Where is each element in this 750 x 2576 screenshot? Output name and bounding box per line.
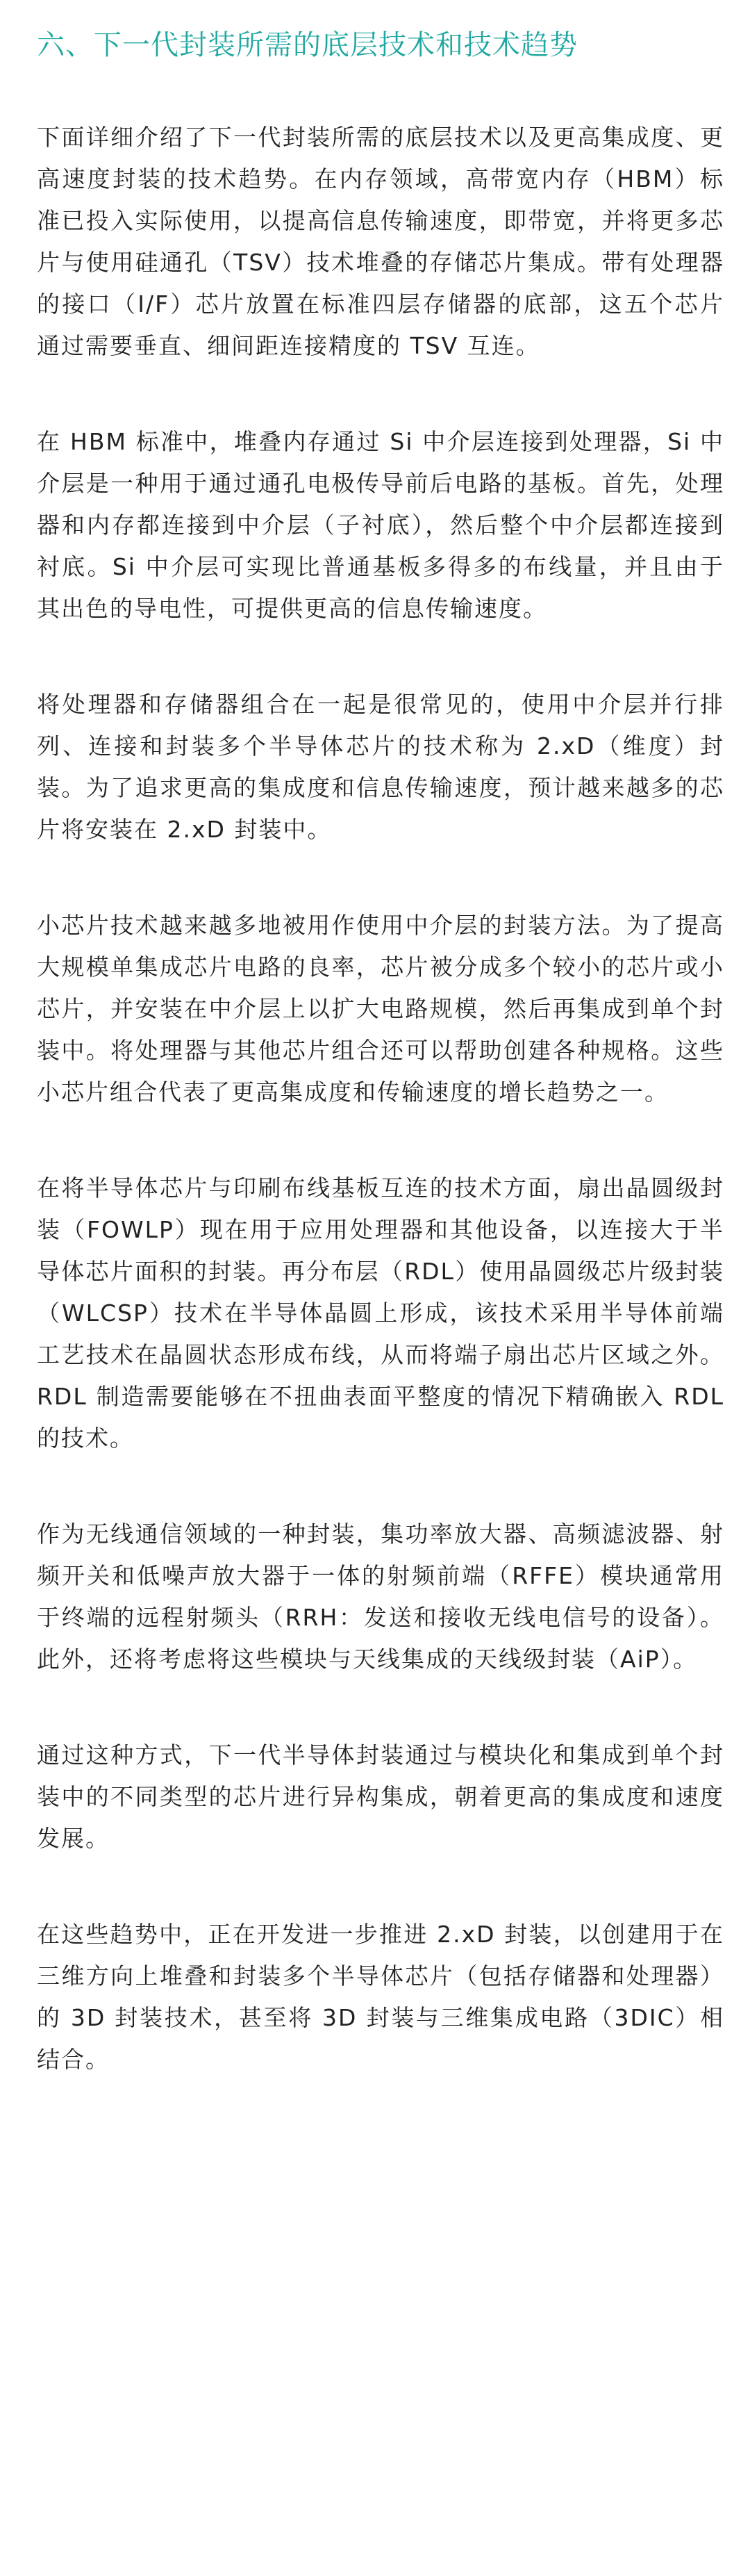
- paragraph-3d-packaging: 在这些趋势中，正在开发进一步推进 2.xD 封装，以创建用于在三维方向上堆叠和封装多个半导体芯片（包括存储器和处理器）的 3D 封装技术，甚至将 3D 封装与三维集成电路（3DIC）相结合。: [37, 1921, 724, 2073]
- paragraph-2xd-packaging: 将处理器和存储器组合在一起是很常见的，使用中介层并行排列、连接和封装多个半导体芯片的技术称为 2.xD（维度）封装。为了追求更高的集成度和信息传输速度，预计越来越多的芯片将安装在 2.xD 封装中。: [37, 691, 724, 843]
- paragraph-heterogeneous-integration: 通过这种方式，下一代半导体封装通过与模块化和集成到单个封装中的不同类型的芯片进行异构集成，朝着更高的集成度和速度发展。: [37, 1741, 724, 1852]
- paragraph-fowlp-rdl: 在将半导体芯片与印刷布线基板互连的技术方面，扇出晶圆级封装（FOWLP）现在用于应用处理器和其他设备，以连接大于半导体芯片面积的封装。再分布层（RDL）使用晶圆级芯片级封装（WLCSP）技术在半导体晶圆上形成，该技术采用半导体前端工艺技术在晶圆状态形成布线，从而将端子扇出芯片区域之外。RDL 制造需要能够在不扭曲表面平整度的情况下精确嵌入 RDL 的技术。: [37, 1174, 724, 1452]
- paragraph-rffe-aip: 作为无线通信领域的一种封装，集功率放大器、高频滤波器、射频开关和低噪声放大器于一体的射频前端（RFFE）模块通常用于终端的远程射频头（RRH：发送和接收无线电信号的设备）。此外，还将考虑将这些模块与天线集成的天线级封装（AiP）。: [37, 1520, 724, 1673]
- paragraph-chiplets: 小芯片技术越来越多地被用作使用中介层的封装方法。为了提高大规模单集成芯片电路的良率，芯片被分成多个较小的芯片或小芯片，并安装在中介层上以扩大电路规模，然后再集成到单个封装中。将处理器与其他芯片组合还可以帮助创建各种规格。这些小芯片组合代表了更高集成度和传输速度的增长趋势之一。: [37, 912, 724, 1106]
- paragraph-hbm-overview: 下面详细介绍了下一代封装所需的底层技术以及更高集成度、更高速度封装的技术趋势。在内存领域，高带宽内存（HBM）标准已投入实际使用，以提高信息传输速度，即带宽，并将更多芯片与使用硅通孔（TSV）技术堆叠的存储芯片集成。带有处理器的接口（I/F）芯片放置在标准四层存储器的底部，这五个芯片通过需要垂直、细间距连接精度的 TSV 互连。: [37, 124, 724, 359]
- paragraph-si-interposer: 在 HBM 标准中，堆叠内存通过 Si 中介层连接到处理器，Si 中介层是一种用于通过通孔电极传导前后电路的基板。首先，处理器和内存都连接到中介层（子衬底），然后整个中介层都连接到衬底。Si 中介层可实现比普通基板多得多的布线量，并且由于其出色的导电性，可提供更高的信息传输速度。: [37, 428, 724, 622]
- article-body: [37, 117, 724, 2135]
- section-heading: 六、下一代封装所需的底层技术和技术趋势: [37, 29, 578, 61]
